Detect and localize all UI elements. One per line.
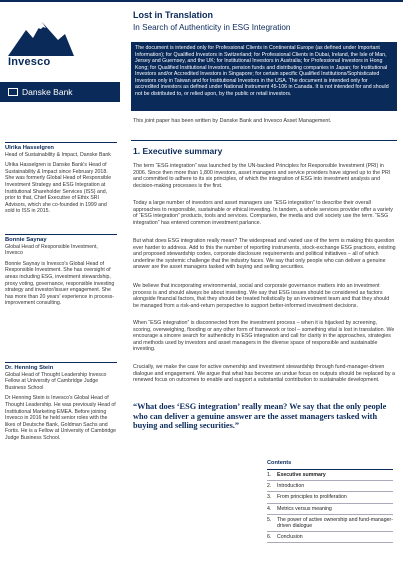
- author-bio-1: [5, 142, 117, 215]
- author-name: Ulrika Hasselgren: [5, 145, 54, 151]
- danske-bank-logo: [0, 82, 120, 102]
- paragraph: Crucially, we make the case for active ownership and investment stewardship through fund-manager-driven dialogue and engagement. We argue that what has become an undue focus on outputs should be replaced by a renewed focus on outcomes to enable and support a substantial contribution to sustainable development.: [133, 364, 395, 383]
- contents-box: [267, 460, 393, 543]
- contents-item-number: 4.: [267, 505, 272, 512]
- author-bio-3: [5, 362, 117, 442]
- page-title: Lost in Translation: [133, 10, 214, 20]
- paragraph: We believe that incorporating environmental, social and corporate governance matters into an investment process is and should always be about investing. We say that ESG issues should be considered as factors alongside financial factors, that they should be treated holistically by an investment team and that they should be managed from a risk-and-return perspective to support better-informed investment decisions.: [133, 283, 390, 309]
- contents-item-number: 6.: [267, 534, 272, 541]
- contents-item-label: From principles to proliferation: [277, 494, 347, 501]
- pull-quote: “What does ‘ESG integration’ really mean? We say that the only people who can deliver a genuine answer are the asset managers tasked with buying and selling securities.”: [133, 402, 387, 431]
- mountain-icon: [8, 18, 74, 56]
- danske-bank-logo-text: Danske Bank: [22, 87, 73, 97]
- paragraph: The term “ESG integration” was launched by the UN-backed Principles for Responsible Investment (PRI) in 2006. Since then more than 1,800 investors, asset managers and service providers have signed up to the PRI and committed to adhere to its six principles, of which the integration of ESG into investment analysis and decision-making processes is the first.: [133, 163, 391, 189]
- author-name: Dr. Henning Stein: [5, 365, 54, 371]
- contents-item-label: Executive summary: [277, 472, 326, 478]
- contents-heading: Contents: [267, 460, 393, 470]
- disclaimer-box: The document is intended only for Professional Clients in Continental Europe (as defined under Important Information); for Qualified Investors in Switzerland; for Professional Clients in Dubai, Ireland, the Isle of Man, Jersey and Guernsey, and the UK; for Institutional Investors in Australia; for Professional Investors in Hong Kong; for Qualified Institutional Investors, pension funds and distributing companies in Japan; for Institutional Investors and/or Accredited Investors in Singapore; for certain specific Qualified Institutions/Sophisticated Investors only in Taiwan and for Institutional Investors in the USA. The document is intended only for accredited investors as defined under National Instrument 45-106 in Canada. It is not intended for and should not be distributed to, or relied upon, by the public or retail investors.: [131, 42, 397, 111]
- paragraph: When “ESG integration” is disconnected from the investment process – when it is hijacked by screening, scoring, overweighing, flooding or any other form of framework or tool – something vital is lost in translation. We encourage a sincere search for authenticity in ESG integration and call for clarity in the approaches, strategies and methods used by investors and asset managers in the diverse space of responsible and sustainable investing.: [133, 320, 395, 352]
- author-bio-text: Dr Henning Stein is Invesco's Global Head of Thought Leadership. He was previously Head of Institutional Marketing EMEA. Before joining Invesco in 2016 he held senior roles with the likes of Deutsche Bank, Goldman Sachs and Fortis. He is a Fellow at University of Cambridge Judge Business School.: [5, 395, 116, 441]
- contents-item-number: 2.: [267, 483, 272, 490]
- author-role: Head of Sustainability & Impact, Danske Bank: [5, 151, 111, 158]
- section-title: 1. Executive summary: [133, 146, 223, 156]
- contents-item-number: 5.: [267, 516, 272, 523]
- contents-item-number: 3.: [267, 494, 272, 501]
- invesco-logo: [0, 8, 122, 74]
- danske-bank-mark-icon: [8, 88, 18, 96]
- joint-paper-note: This joint paper has been written by Danske Bank and Invesco Asset Management.: [133, 118, 332, 124]
- contents-item-label: Introduction: [277, 483, 305, 490]
- contents-item-number: 1.: [267, 472, 272, 478]
- author-bio-text: Ulrika Hasselgren is Danske Bank's Head of Sustainability & Impact since February 2018. She was formerly Global Head of Responsible Investment Strategy and ESG Integration at Institutional Shareholder Services (ISS) and, prior to that, Chief Executive of Ethix SRI Advisors, which she co-founded in 1999 and sold to ISS in 2015.: [5, 162, 112, 215]
- divider: [5, 362, 117, 363]
- author-name: Bonnie Saynay: [5, 237, 47, 243]
- contents-item-label: Metrics versus meaning: [277, 505, 332, 512]
- contents-item-label: Conclusion: [277, 534, 303, 541]
- contents-item[interactable]: [267, 515, 393, 532]
- author-role: Global Head of Thought Leadership Invesco Fellow at University of Cambridge Judge Business School: [5, 371, 107, 391]
- contents-item-label: The power of active ownership and fund-manager-driven dialogue: [277, 516, 393, 530]
- divider: [5, 234, 117, 235]
- contents-item[interactable]: [267, 481, 393, 492]
- author-role: Global Head of Responsible Investment, Invesco: [5, 243, 98, 257]
- paragraph: But what does ESG integration really mean? The widespread and varied use of the term is making this question ever harder to address. Add to this the number of reporting instruments, stock-exchange ESG practices, existing and proposed stewardship codes, corporate disclosure requirements and political initiatives – all of which underline the systemic challenge that the industry faces. We say that only people who can deliver a genuine answer are the asset managers tasked with buying and selling securities.: [133, 238, 396, 270]
- contents-item[interactable]: [267, 532, 393, 543]
- invesco-logo-text: Invesco: [8, 56, 51, 68]
- section-rule: [131, 140, 397, 141]
- page-subtitle: In Search of Authenticity in ESG Integration: [133, 23, 291, 32]
- author-bio-2: [5, 234, 117, 307]
- header-rule: [0, 0, 403, 2]
- contents-item[interactable]: [267, 504, 393, 515]
- paragraph: Today a large number of investors and asset managers use “ESG integration” to describe their overall approaches to responsible, sustainable or ethical investing. In tandem, a whole services provider offer a variety of “ESG integration” products, tools and services. Companies, the media and civil society use the term. “ESG integration” has entered common investment parlance.: [133, 200, 393, 226]
- author-bio-text: Bonnie Saynay is Invesco's Global Head of Responsible Investment. She has oversight of areas including ESG, investment stewardship, proxy voting, governance, responsible investing strategy and investor/issuer engagement. She has more than 20 years' experience in process-improvement consulting.: [5, 260, 115, 307]
- divider: [5, 142, 117, 143]
- contents-item[interactable]: [267, 470, 393, 481]
- contents-item[interactable]: [267, 492, 393, 503]
